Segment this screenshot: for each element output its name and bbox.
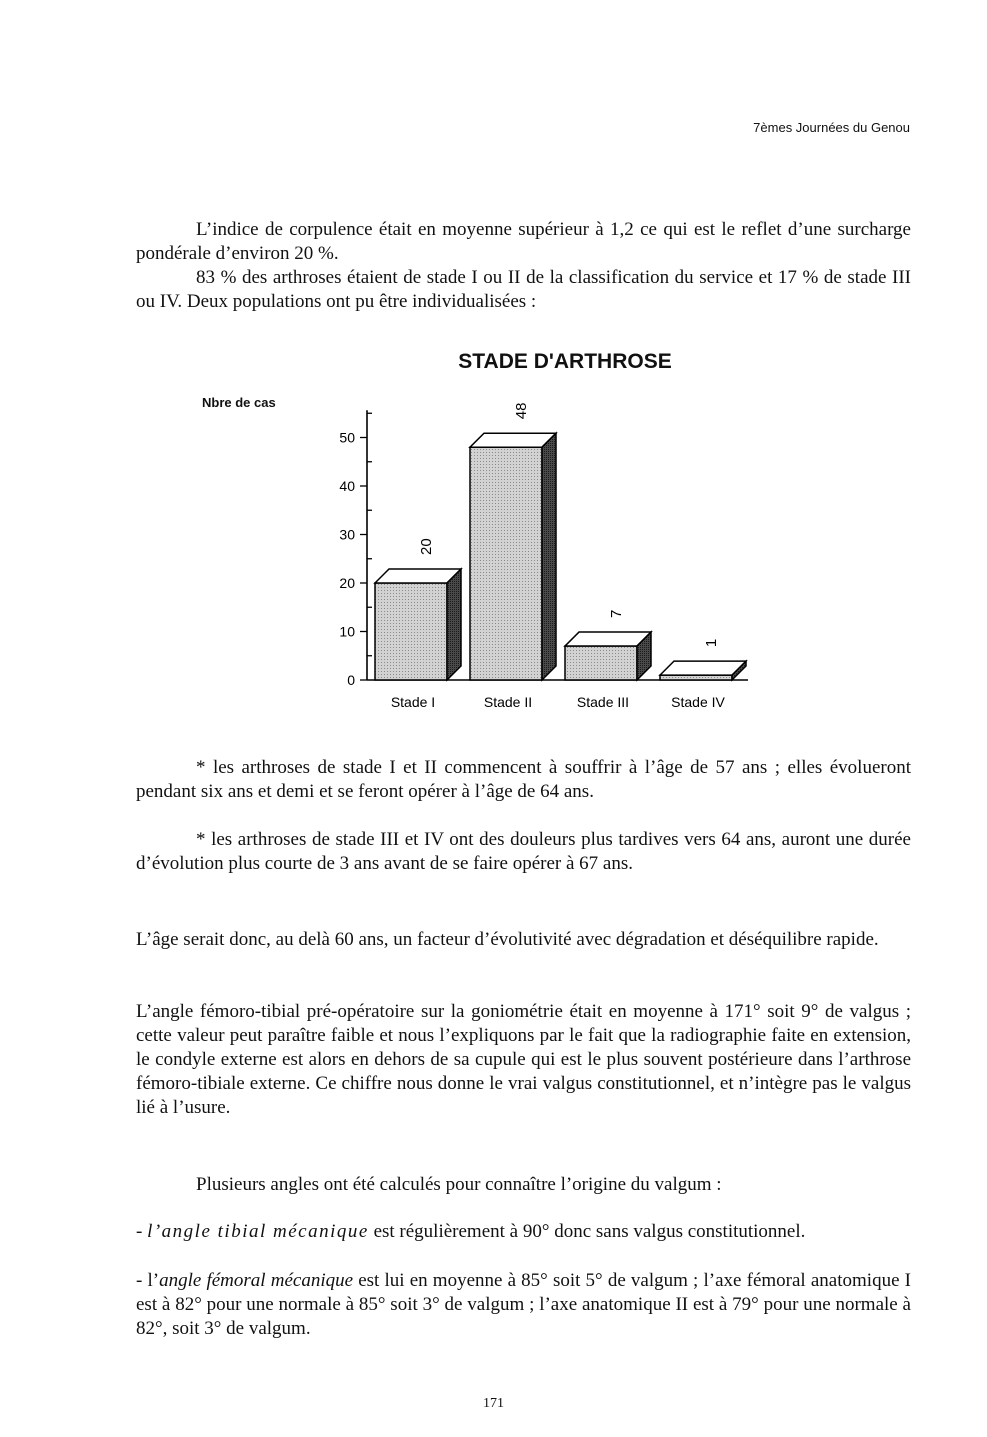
category-label: Stade IV [671,694,725,710]
category-label: Stade II [483,694,533,710]
y-tick-label: 30 [339,526,355,543]
y-tick-label: 0 [347,672,355,688]
term-tibial: l’angle tibial mécanique [147,1221,369,1242]
page-number: 171 [483,1396,504,1411]
bar [470,447,542,680]
paragraph-angles-intro: Plusieurs angles ont été calculés pour connaître l’origine du valgum : [196,1174,722,1195]
paragraph-age: L’âge serait donc, au delà 60 ans, un facteur d’évolutivité avec dégradation et déséquilibre rapide. [136,929,879,950]
y-tick-label: 50 [339,429,355,446]
bar-side [542,433,556,680]
list-dash: - l’ [136,1270,160,1291]
data-label: 20 [418,538,435,555]
y-axis-label: Nbre de cas [202,395,276,410]
y-tick-label: 40 [339,478,355,494]
paragraph-angle: L’angle fémoro-tibial pré-opératoire sur la goniométrie était en moyenne à 171° soit 9° de valgus ; cette valeur peut paraître faible et nous l’expliquons par le fait que la radiographie faite en extension, le condyle externe est alors en dehors de sa cupule qui est le plus souvent postérieure dans l’arthrose fémoro-tibiale externe. Ce chiffre nous donne le vrai valgus constitutionnel, et n’intègre pas le valgus lié à l’usure. [136,1001,911,1118]
list-dash: - [136,1221,148,1242]
y-tick-label: 20 [339,575,355,591]
bar [565,646,637,680]
y-tick-label: 10 [339,623,355,640]
paragraph-corpulence: L’indice de corpulence était en moyenne supérieur à 1,2 ce qui est le reflet d’une surcharge pondérale d’environ 20 %. [136,219,911,264]
bar-side [447,569,461,680]
data-label: 7 [608,609,625,619]
category-label: Stade I [390,694,436,710]
list-item-tibial [136,1220,911,1244]
data-label: 1 [703,638,720,648]
bar-chart [300,395,770,725]
data-label: 48 [513,402,530,420]
category-label: Stade III [576,694,630,710]
term-femoral: angle fémoral mécanique [159,1270,354,1291]
chart-title: STADE D'ARTHROSE [458,350,672,373]
list-item-femoral [136,1269,911,1341]
bullet-stage-1-2: * les arthroses de stade I et II commencent à souffrir à l’âge de 57 ans ; elles évolueront pendant six ans et demi et se feront opérer à l’âge de 64 ans. [136,757,911,802]
list-item-text: est lui en moyenne à 85° soit 5° de valgum ; l’axe fémoral anatomique I est à 82° pour une normale à 85° soit 3° de valgum ; l’axe anatomique II est à 79° pour une normale à 82°, soit 3° de valgum. [136,1270,911,1339]
list-item-text: est régulièrement à 90° donc sans valgus constitutionnel. [368,1221,806,1242]
bullet-stage-3-4: * les arthroses de stade III et IV ont des douleurs plus tardives vers 64 ans, auront une durée d’évolution plus courte de 3 ans avant de se faire opérer à 67 ans. [136,829,911,874]
running-header: 7èmes Journées du Genou [753,120,910,135]
bar [375,583,447,680]
paragraph-stages: 83 % des arthroses étaient de stade I ou II de la classification du service et 17 % de stade III ou IV. Deux populations ont pu être individualisées : [136,267,911,312]
